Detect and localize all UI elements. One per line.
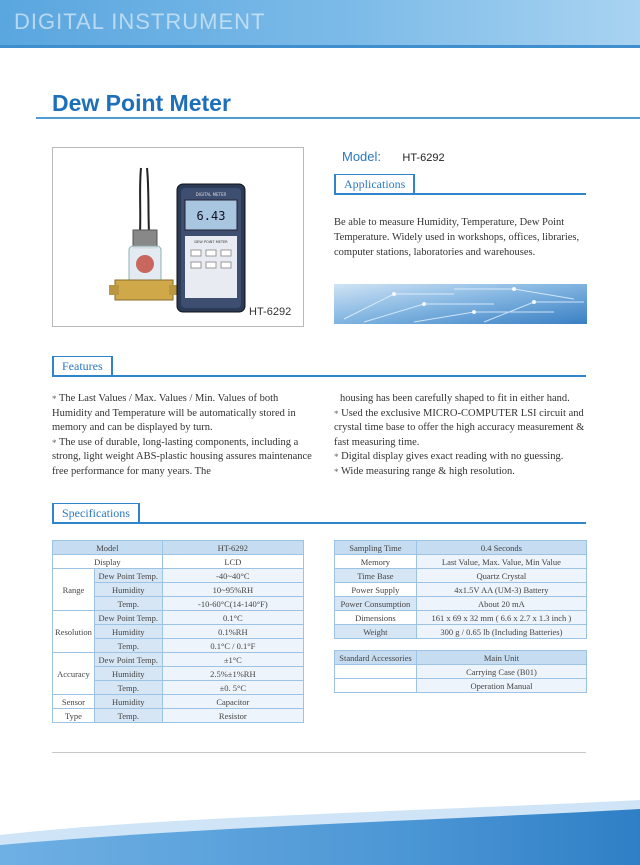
table-cell: 4x1.5V AA (UM-3) Battery (416, 583, 586, 597)
table-cell: LCD (162, 555, 303, 569)
table-cell: Type (53, 709, 95, 723)
table-cell: Temp. (94, 639, 162, 653)
title-divider (36, 117, 640, 119)
feature-continuation: housing has been carefully shaped to fit in either hand. (340, 393, 570, 404)
table-row (53, 709, 304, 723)
table-row (53, 541, 304, 555)
accessories-table (334, 650, 587, 693)
footer-divider (52, 752, 586, 753)
table-cell: 0.1%RH (162, 625, 303, 639)
table-cell: Power Supply (335, 583, 417, 597)
table-cell: Accuracy (53, 653, 95, 695)
footer-wave-graphic (0, 795, 640, 865)
table-cell: -40~40°C (162, 569, 303, 583)
table-cell: Dew Point Temp. (94, 653, 162, 667)
specifications-divider (52, 522, 586, 524)
table-row (335, 555, 587, 569)
table-cell: Operation Manual (416, 679, 586, 693)
lcd-reading: 6.43 (196, 209, 226, 223)
top-banner (0, 0, 640, 48)
table-cell: 300 g / 0.65 lb (Including Batteries) (416, 625, 586, 639)
table-row (53, 653, 304, 667)
table-cell: Dew Point Temp. (94, 611, 162, 625)
table-row (335, 679, 587, 693)
model-label: Model: (342, 149, 382, 164)
applications-text: Be able to measure Humidity, Temperature, Dew Point Temperature. Widely used in workshops, offices, libraries, computer stations, laboratories and warehouses. (334, 217, 580, 258)
feature-item: * Digital display gives exact reading with no guessing. (334, 451, 564, 462)
applications-divider (334, 193, 586, 195)
table-row (335, 541, 587, 555)
table-cell: Humidity (94, 695, 162, 709)
table-cell: Dew Point Temp. (94, 569, 162, 583)
table-cell: Display (53, 555, 163, 569)
table-row (335, 611, 587, 625)
table-cell: ±0. 5°C (162, 681, 303, 695)
table-cell: Temp. (94, 709, 162, 723)
table-cell: Weight (335, 625, 417, 639)
photo-caption: HT-6292 (249, 306, 292, 318)
device-brand-label: DIGITAL METER (195, 192, 227, 197)
table-cell: Power Consumption (335, 597, 417, 611)
features-right-column (334, 392, 596, 479)
table-cell: Time Base (335, 569, 417, 583)
feature-item: * The use of durable, long-lasting components, including a strong, light weight ABS-plastic housing assures maintenance free performance for many years. The (52, 436, 312, 477)
table-cell: Standard Accessories (335, 651, 417, 665)
table-cell: Temp. (94, 681, 162, 695)
page-title: Dew Point Meter (52, 90, 231, 116)
table-row (53, 555, 304, 569)
table-cell: -10-60°C(14-140°F) (162, 597, 303, 611)
banner-stripe (0, 45, 640, 48)
table-cell: 0.1°C (162, 611, 303, 625)
table-cell: Carrying Case (B01) (416, 665, 586, 679)
spec-table-main (52, 540, 304, 723)
specifications-heading: Specifications (52, 503, 140, 523)
table-cell: HT-6292 (162, 541, 303, 555)
table-row (335, 625, 587, 639)
device-model-label: DEW POINT METER (194, 240, 228, 244)
table-cell: 0.1°C / 0.1°F (162, 639, 303, 653)
feature-item: * Wide measuring range & high resolution. (334, 465, 515, 477)
table-cell: Humidity (94, 625, 162, 639)
dew-point-meter-illustration (53, 148, 304, 327)
brand-text: DIGITAL INSTRUMENT (14, 9, 266, 34)
table-cell: 2.5%±1%RH (162, 667, 303, 681)
table-row (335, 651, 587, 665)
table-cell: About 20 mA (416, 597, 586, 611)
table-cell: Memory (335, 555, 417, 569)
features-divider (52, 375, 586, 377)
table-row (335, 583, 587, 597)
table-cell: Resistor (162, 709, 303, 723)
table-cell: 10~95%RH (162, 583, 303, 597)
table-cell (335, 665, 417, 679)
features-heading: Features (52, 356, 113, 376)
table-cell: Capacitor (162, 695, 303, 709)
table-row (335, 569, 587, 583)
table-cell: Model (53, 541, 163, 555)
table-cell: ±1°C (162, 653, 303, 667)
model-value: HT-6292 (402, 152, 445, 164)
table-row (53, 611, 304, 625)
table-cell (335, 679, 417, 693)
table-cell: 161 x 69 x 32 mm ( 6.6 x 2.7 x 1.3 inch ) (416, 611, 586, 625)
applications-heading: Applications (334, 174, 415, 194)
table-cell: Temp. (94, 597, 162, 611)
table-row (335, 665, 587, 679)
table-row (335, 597, 587, 611)
table-row (53, 569, 304, 583)
table-row (53, 695, 304, 709)
model-line (342, 149, 445, 164)
table-cell: 0.4 Seconds (416, 541, 586, 555)
table-cell: Quartz Crystal (416, 569, 586, 583)
table-cell: Main Unit (416, 651, 586, 665)
circuit-board-image (334, 284, 587, 324)
table-cell: Humidity (94, 667, 162, 681)
table-cell: Humidity (94, 583, 162, 597)
feature-item: * Used the exclusive MICRO-COMPUTER LSI circuit and crystal time base to offer the high accuracy measurement & fast measuring time. (334, 407, 585, 448)
table-cell: Dimensions (335, 611, 417, 625)
product-photo (52, 147, 304, 327)
feature-item: * The Last Values / Max. Values / Min. Values of both Humidity and Temperature will be automatically stored in memory and can be displayed by turn. (52, 393, 296, 433)
table-cell: Sensor (53, 695, 95, 709)
spec-table-general (334, 540, 587, 639)
table-cell: Sampling Time (335, 541, 417, 555)
table-cell: Last Value, Max. Value, Min Value (416, 555, 586, 569)
table-cell: Range (53, 569, 95, 611)
features-left-column (52, 392, 314, 479)
table-cell: Resolution (53, 611, 95, 653)
